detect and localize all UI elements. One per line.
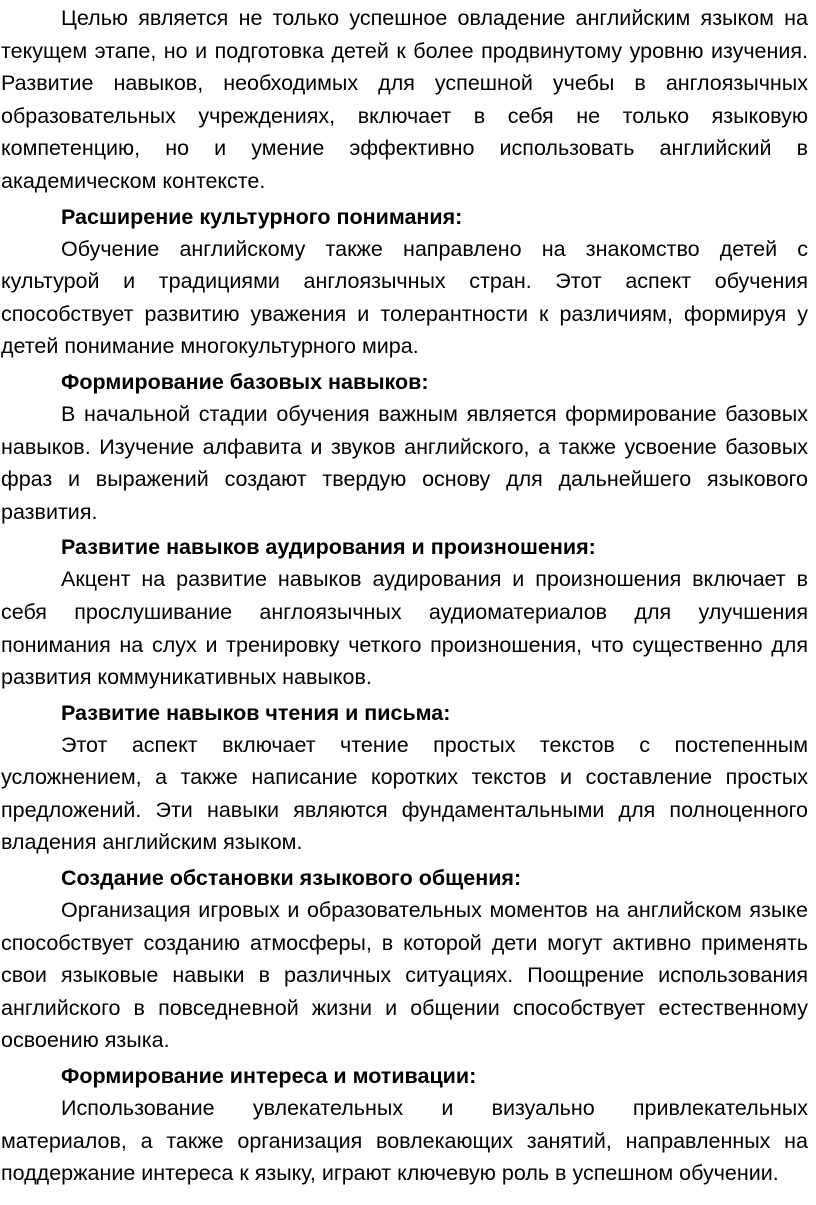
section-heading: Формирование интереса и мотивации: xyxy=(61,1064,477,1089)
section-heading: Развитие навыков аудирования и произношения: xyxy=(61,535,596,560)
section-listening-pronunciation xyxy=(1,532,808,693)
section-paragraph: Этот аспект включает чтение простых текстов с постепенным усложнением, а также написание коротких текстов и составление простых предложений. Эти навыки являются фундаментальными для полноценного владения английским языком. xyxy=(1,732,808,855)
intro-paragraph: Целью является не только успешное овладение английским языком на текущем этапе, но и подготовка детей к более продвинутому уровню изучения. Развитие навыков, необходимых для успешной учебы в англоязычных образовательных учреждениях, включает в себя не только языковую компетенцию, но и умение эффективно использовать английский в академическом контексте. xyxy=(1,6,808,193)
section-paragraph: В начальной стадии обучения важным является формирование базовых навыков. Изучение алфавита и звуков английского, а также усвоение базовых фраз и выражений создают твердую основу для дальнейшего языкового развития. xyxy=(1,401,808,524)
section-heading: Расширение культурного понимания: xyxy=(61,204,463,229)
section-interest-motivation xyxy=(1,1061,808,1190)
section-paragraph: Обучение английскому также направлено на знакомство детей с культурой и традициями англоязычных стран. Этот аспект обучения способствует развитию уважения и толерантности к различиям, формируя у детей понимание многокультурного мира. xyxy=(1,236,808,359)
section-heading: Развитие навыков чтения и письма: xyxy=(61,700,451,725)
section-heading: Создание обстановки языкового общения: xyxy=(61,866,522,891)
section-language-environment xyxy=(1,863,808,1057)
section-cultural-understanding xyxy=(1,202,808,363)
section-reading-writing xyxy=(1,698,808,859)
section-paragraph: Использование увлекательных и визуально привлекательных материалов, а также организация вовлекающих занятий, направленных на поддержание интереса к языку, играют ключевую роль в успешном обучении. xyxy=(1,1096,808,1186)
section-paragraph: Акцент на развитие навыков аудирования и произношения включает в себя прослушивание англоязычных аудиоматериалов для улучшения понимания на слух и тренировку четкого произношения, что существенно для развития коммуникативных навыков. xyxy=(1,567,808,690)
section-paragraph: Организация игровых и образовательных моментов на английском языке способствует созданию атмосферы, в которой дети могут активно применять свои языковые навыки в различных ситуациях. Поощрение использования английского в повседневной жизни и общении способствует естественному освоению языка. xyxy=(1,898,808,1053)
section-heading: Формирование базовых навыков: xyxy=(61,369,429,394)
section-basic-skills xyxy=(1,367,808,528)
